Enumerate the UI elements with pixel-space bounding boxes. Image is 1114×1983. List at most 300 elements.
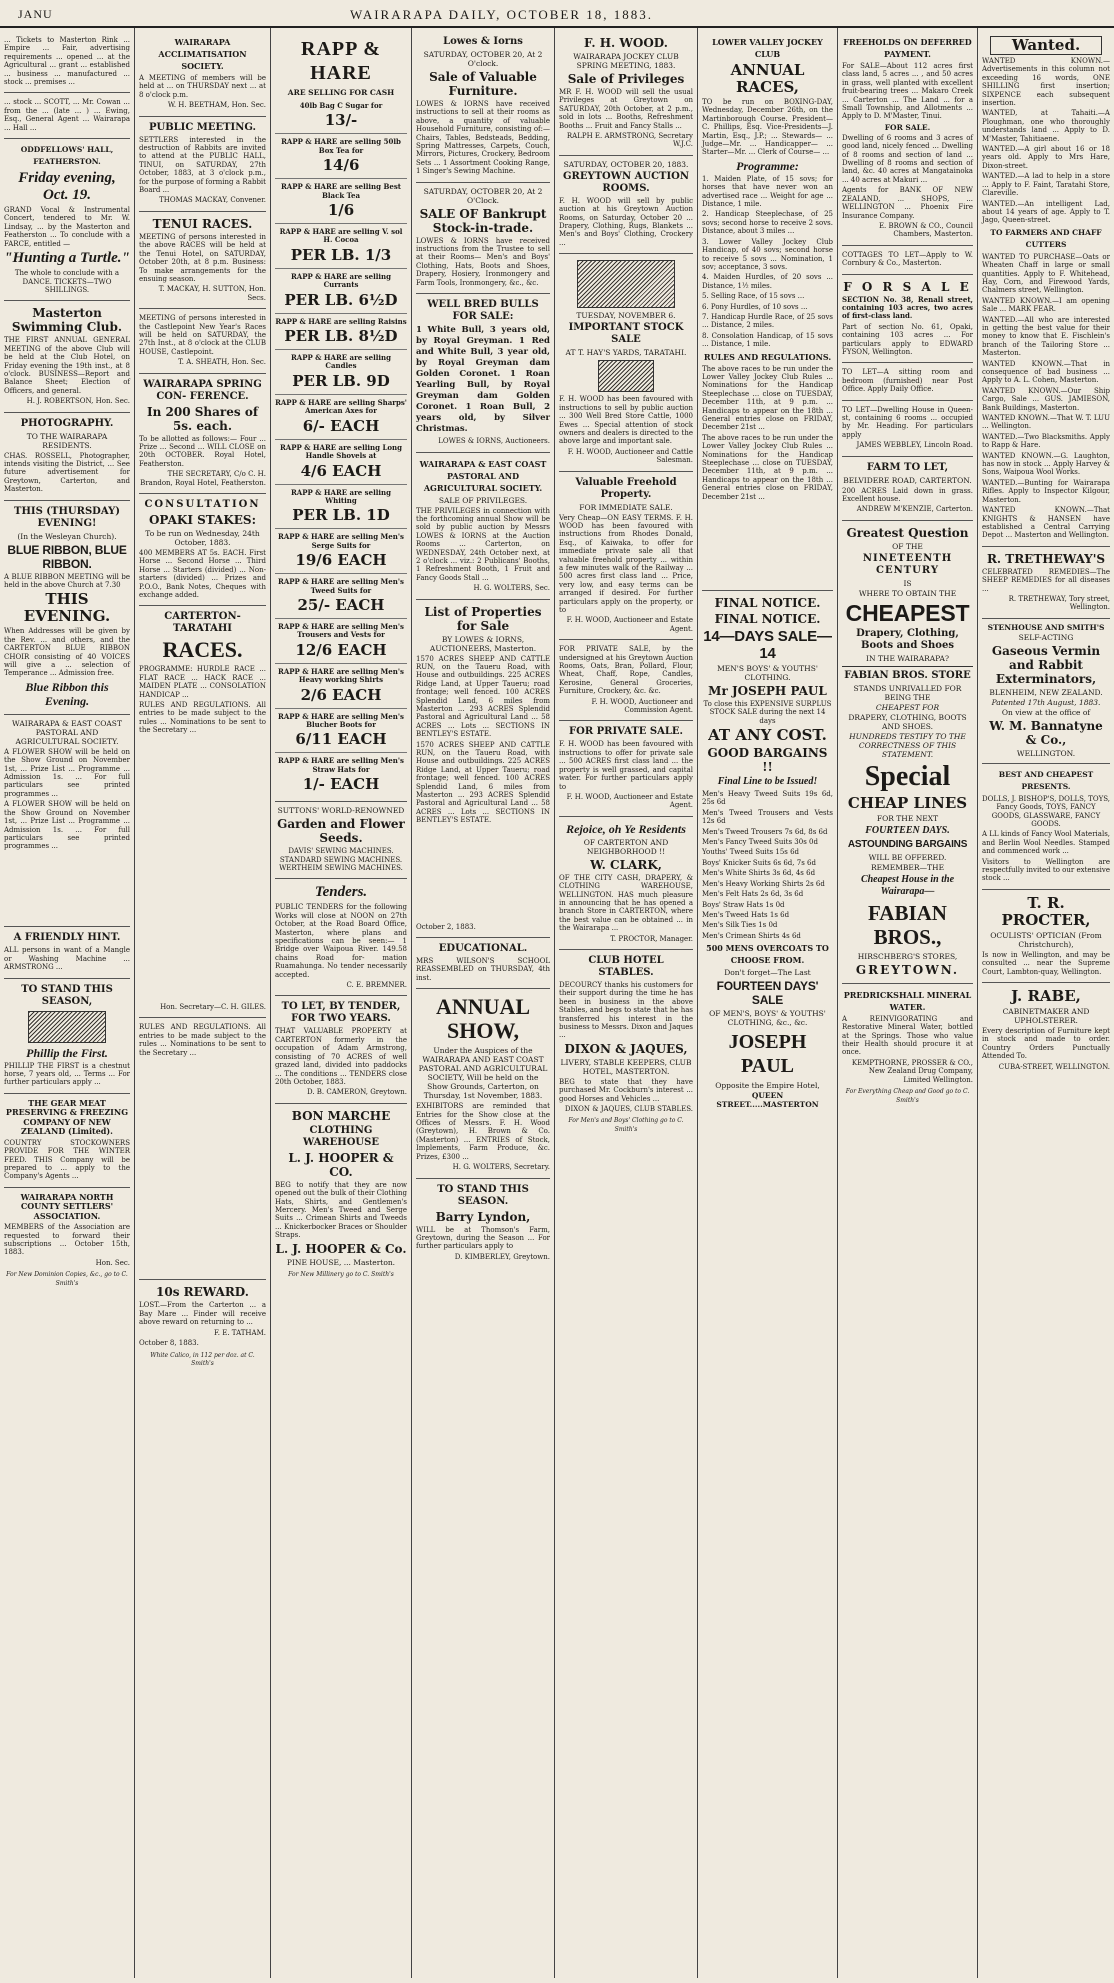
ad-properties [416,600,550,938]
price-line [275,618,407,663]
ad-carterton-races [139,606,266,1018]
race-event: 7. Handicap Hurdle Race, of 25 sovs ... Distance, 2 miles. [702,312,833,330]
ad-body: Very Cheap—ON EASY TERMS. F. H. WOOD has been favoured with instructions from Rhodes Donald, Esq., of Kaiwaka, to offer for immediate private sale all that valuable freehold property ... within a few minutes walk of the Railway ... 500 acres first class land ... Price, very low, and easy terms can be arranged if desired. For further particulars apply on the property, or to [559,513,693,614]
ad-title: Sale of Valuable Furniture. [429,70,537,98]
ad-signature: RALPH E. ARMSTRONG, Secretary W.J.C. [566,132,693,149]
ad-subheading: SELF-ACTING [1018,632,1074,642]
wanted-item: WANTED, at Tahaiti.—A Ploughman, one who thoroughly understands land ... Apply to D. M'Master, Tahitiaene. [982,109,1110,143]
ad-body: BEG to notify that they are now opened out the bulk of their Clothing Hats, Shirts, and Gentlemen's Mercery. Men's Tweed and Serge Suits ... Crimean Shirts and Tweeds ... Knickerbocker Braces or Shoulder Straps. [275,1180,408,1240]
ad-heading: EDUCATIONAL. [438,943,528,955]
ad-body: To be allotted as follows:— Four ... Prize ... Second ... WILL CLOSE on 20th OCTOBER. Royal Hotel, Featherston. [139,434,266,468]
ad-body: MEETING of persons interested in the Castlepoint New Year's Races will be held on SATURDAY, the 27th Inst., at 8 o'clock at the CLUB HOUSE, Castlepoint. [139,314,266,356]
ad-body: Dwelling of 6 rooms and 3 acres of good land, nicely fenced ... Dwelling of 8 rooms and section of land ... Dwelling of 8 rooms and section of land, &c. 40 acres at Mangatainoka ... 40 acres at Makuri ... [842,133,973,184]
ad-subheading: (In the Wesleyan Church). [17,531,117,541]
ad-body: 1 White Bull, 3 years old, by Royal Greyman. 1 Red and White Bull, 3 year old, by Royal Greyman dam Golden Coronet. 1 Roan Yearling Bull, by Royal Greyman dam Golden Coronet. 1 Roan Bull, 2 years old, by Silver Christmas. [416,325,550,435]
ad-heading: Lowes & Iorns [443,36,523,47]
price-line [275,528,407,573]
ad-photography [4,413,130,501]
ad-signature: Hon. Sec. [95,1258,130,1267]
ad-blue-ribbon [4,501,130,715]
ad-title: Special [864,760,951,792]
ad-signature: E. BROWN & CO., Council Chambers, Masterton. [878,221,973,239]
price-line-text: RAPP & HARE are selling Men's Straw Hats for [278,756,404,774]
ad-subheading: Patented 17th August, 1883. [991,697,1101,707]
ad-subheading: WHERE TO OBTAIN THE [858,588,957,598]
column-6 [698,28,838,1978]
ad-body: 1570 ACRES SHEEP AND CATTLE RUN, on the Taueru Road, with House and outbuildings. 225 ACRES Ridge Land, at Upper Taueru; road frontage; well fenced. 100 ACRES Splendid Land, 6 miles from Masterton ... 293 ACRES Splendid Pastoral and Agricultural Land ... 58 ACRES ... Lots ... SECTIONS IN BENTLEY'S ESTATE. [416,654,550,739]
ad-settlers-association [4,1188,130,1292]
ad-title: L. J. HOOPER & Co. [275,1241,407,1256]
ad-body: MEETING of persons interested in the above RACES will be held at the Tenui Hotel, on SATURDAY, October 20th, at 8 p.m. Business: To make arrangements for the ensuing season. [139,232,266,283]
ad-title: ANNUAL SHOW, [435,994,531,1044]
price-line [275,394,407,439]
price-list [275,98,407,797]
ad-fabian-bros [842,521,973,984]
ad-body-filler: A FLOWER SHOW will be held on the Show Ground on November 1st, ... Prize List ... Programme ... Admission 1s. ... For full particulars see printed programmes ... [4,800,130,851]
ad-to-let-house [842,401,973,457]
masthead [0,0,1114,28]
ad-title: FOURTEEN DAYS' SALE [716,979,819,1008]
column-4 [412,28,555,1978]
ad-body: SETTLERS interested in the destruction of Rabbits are invited to attend at the PUBLIC HALL, TINUI, on SATURDAY, 27th October, 1883, at 3 o'clock p.m., for the purpose of forming a Rabbit Board ... [139,135,266,195]
divider [842,666,973,667]
ad-title: Valuable Freehold Property. [575,476,677,500]
ad-body: THE PRIVILEGES in connection with the forthcoming annual Show will be sold by public auction by Messrs LOWES & IORNS at the Auction Rooms ... Carterton, on WEDNESDAY, 24th October next, at 2 o'clock ... viz.: 2 Publicans' Booths, 1 Refreshment Booth, 1 Fruit and Fancy Goods Stall ... [416,506,550,582]
ad-subheading: DRAPERY, CLOTHING, BOOTS AND SHOES. [848,712,967,731]
ad-title: Sale of Privileges [567,72,685,86]
ad-heading: FINAL NOTICE. [714,611,821,626]
ad-to-let-room [842,363,973,400]
ad-private-sale-2 [559,721,693,816]
ad-title: RACES. [162,637,243,663]
ad-title: BLUE RIBBON, BLUE RIBBON. [7,542,127,571]
ad-heading: ODDFELLOWS' HALL, FEATHERSTON. [20,145,114,167]
ad-heading: TO LET, BY TENDER, FOR TWO YEARS. [281,1001,401,1025]
ad-heading: CARTERTON-TARATAHI [164,611,241,635]
price-line [275,708,407,753]
price-line [275,484,407,529]
ad-subheading: Under the Auspices of the WAIRARAPA AND EAST COAST PASTORAL AND AGRICULTURAL SOCIETY, Will be held on the Show Grounds, Carterton, on Thursday, 1st November, 1883. [418,1046,548,1101]
column-footer: For Men's and Boys' Clothing go to C. Smith's [568,1117,684,1133]
ad-concert [4,139,130,301]
ad-auction-rooms [559,156,693,254]
ad-presents [982,764,1110,890]
wanted-item: WANTED KNOWN.—Our Ship Cargo, Sale ... GUS. JAMIESON, Bank Buildings, Masterton. [982,386,1110,412]
wanted-item: WANTED.—Bunting for Wairarapa Rifles. Apply to Inspector Kilgour, Masterton. [982,478,1110,504]
ad-subheading: FOR THE NEXT [876,813,939,823]
ad-body: F. H. WOOD has been favoured with instructions to offer for private sale ... 500 ACRES first class land ... the property is well grassed, and capital water. For further particulars apply to [559,740,693,791]
price-line-price: PER LB. 6½D [284,290,398,309]
ad-body: Is now in Wellington, and may be consulted ... near the Supreme Court, Lambton-quay, Wellington. [982,950,1110,976]
ad-heading: A FRIENDLY HINT. [13,932,121,944]
livestock-illustration [577,260,675,308]
ad-signature: H. J. ROBERTSON, Hon. Sec. [26,397,130,406]
ad-heading: PUBLIC MEETING. [148,121,257,133]
ad-body: CELEBRATED REMEDIES—The SHEEP REMEDIES for all diseases ... [982,567,1110,593]
ad-subheading: CHEAPEST FOR [875,702,940,712]
ad-body: When Addresses will be given by the Rev. ... and others, and the CARTERTON BLUE RIBBON CHOIR consisting of 40 VOICES will give a ... selection of Temperance ... Admission free. [4,627,130,678]
ad-title: T. R. PROCTER, [1001,893,1091,929]
price-line-text: RAPP & HARE are selling Men's Heavy working Shirts [278,666,404,685]
ad-subheading: Don't forget—The Last [724,968,811,978]
ad-heading: F. H. WOOD. [584,36,668,50]
wanted-item: WANTED KNOWN.—That W. T. LUU ... Wellington. [982,414,1110,431]
ad-subheading: ARE SELLING FOR CASH [287,88,395,97]
ad-heading: WAIRARAPA ACCLIMATISATION SOCIETY. [158,37,247,71]
ad-castlepoint-races [139,309,266,373]
wanted-item: WANTED.—Two Blacksmiths. Apply to Rapp & Hare. [982,432,1110,450]
ad-acclimatisation [139,31,266,117]
price-line-text: RAPP & HARE are selling Men's Trousers and Vests for [278,621,404,640]
ad-mineral-water [842,984,973,1109]
ad-subheading: BY LOWES & IORNS, AUCTIONEERS, Masterton. [429,634,537,653]
ad-club-stables [559,950,693,1138]
ad-title: FABIAN BROS., [868,900,947,949]
ad-title: ANNUAL RACES, [730,61,805,96]
ad-meat-company [4,1094,130,1188]
race-event: 6. Pony Hurdles, of 10 sovs ... [702,302,808,311]
ad-body: CHAS. ROSSELL, Photographer, intends visiting the District, ... See future advertisement for Greytown, Carterton, and Masterton. [4,451,130,494]
ad-body: LOST.—From the Carterton ... a Bay Mare ... Finder will receive above reward on returning to ... [139,1301,266,1327]
ad-signature: F. H. WOOD, Auctioneer and Estate Agent. [566,792,693,810]
ad-body-filler: 1570 ACRES SHEEP AND CATTLE RUN, on the Taueru Road, with House and outbuildings. 225 ACRES Ridge Land, at Upper Taueru; road frontage; well fenced. 100 ACRES Splendid Land, 6 miles from Masterton ... 293 ACRES Splendid Pastoral and Agricultural Land ... 58 ACRES ... Lots ... SECTIONS IN BENTLEY'S ESTATE. [416,740,550,825]
ad-body: A LL kinds of Fancy Wool Materials, and Berlin Wool Needles. Stamped and commenced work ... [982,830,1111,856]
ad-signature: F. E. TATHAM. [214,1328,266,1337]
column-footer: For New Millinery go to C. Smith's [288,1270,394,1278]
price-line-price: PER LB. 1D [292,506,390,525]
price-line-price: 6/- EACH [302,416,380,435]
ad-title: Friday evening, Oct. 19. [18,170,116,204]
ad-body: The whole to conclude with a DANCE. TICKETS—TWO SHILLINGS. [14,269,120,294]
price-line [275,439,407,484]
ad-bon-marche [275,1104,407,1283]
price-line-price: 25/- EACH [297,595,385,614]
ad-freeholds [842,31,973,246]
price-line-text: RAPP & HARE are selling Whiting [290,487,392,505]
price-list [702,790,833,940]
ad-heading: NINETEENTH CENTURY [862,552,953,576]
ad-signature: T. A. SHEATH, Hon. Sec. [178,358,266,367]
price-line-text: RAPP & HARE are selling Currants [290,271,392,290]
ad-subheading: OF CARTERTON AND NEIGHBORHOOD !! [583,837,669,856]
ad-address: Opposite the Empire Hotel, [715,1081,820,1091]
price-line-text: RAPP & HARE are selling Men's Blucher Boots for [278,711,404,729]
race-event: 3. Lower Valley Jockey Club Handicap, of 40 sovs; second horse to receive 5 sovs ... Nomination, 1 sov; acceptance, 3 sovs. [702,237,833,271]
price-line-text: RAPP & HARE are selling Men's Serge Suits for [278,532,404,550]
ad-body: EXHIBITORS are reminded that Entries for the Show close at the Offices of Messrs. F. H. Wood (Greytown), H. Brown & Co. (Masterton) ... ENTRIES of Stock, Implements, Farm Produce, &c. Prizes, £300 ... [416,1102,550,1161]
ad-subheading: REMEMBER—THE [870,862,945,872]
price-item: Men's Heavy Working Shirts 2s 6d [702,879,825,888]
column-footer: White Calico, in 112 per doz. at C. Smith's [150,1351,255,1367]
race-event: 4. Maiden Hurdles, of 20 sovs ... Distance, 1½ miles. [702,273,833,290]
ad-title: RAPP & HARE [301,38,381,84]
ad-subheading: PINE HOUSE, ... Masterton. [286,1257,396,1267]
price-line [275,133,407,178]
price-item: Men's Heavy Tweed Suits 19s 6d, 25s 6d [702,790,833,807]
price-line-text: RAPP & HARE are selling Raisins [275,316,407,326]
ad-w-clark [559,817,693,950]
programme-heading: Programme: [736,158,799,173]
ad-subheading: MEN'S BOYS' & YOUTHS' CLOTHING. [717,663,818,682]
ad-body: PROGRAMME: HURDLE RACE ... FLAT RACE ... HACK RACE ... MAIDEN PLATE ... CONSOLATION HANDICAP ... [139,665,266,699]
ad-to-let [275,996,407,1103]
price-line [275,223,407,268]
ad-for-sale-section [842,275,973,364]
ad-signature: F. H. WOOD, Auctioneer and Estate Agent. [566,616,693,633]
ad-spring-conference [139,374,266,494]
price-item: Boys' Straw Hats 1s 0d [702,900,785,909]
ad-annual-show [416,989,550,1178]
price-line [275,98,407,133]
ad-title: CHEAP LINES [847,793,968,812]
ad-swimming-club [4,301,130,412]
ad-subheading: IS [903,578,912,588]
ad-furniture-sale [416,31,550,183]
ad-body: Visitors to Wellington are respectfully invited to our extensive stock ... [982,857,1110,883]
ad-body: Agents for BANK OF NEW ZEALAND, ... SHOPS, ... WELLINGTON ... Phoenix Fire Insurance Company. [842,186,973,220]
ad-heading: FOR PRIVATE SALE. [569,726,683,738]
ad-title: CHEAPEST [845,599,970,626]
rules-heading: RULES AND REGULATIONS. [703,351,832,362]
ad-body: Part of section No. 61, Opaki, containing 103 acres ... For particulars apply to EDWARD FYSON, Wellington. [842,322,973,356]
ad-heading: CLUB HOTEL STABLES. [588,954,664,978]
ad-date: October 8, 1883. [139,1339,199,1348]
ad-heading: WAIRARAPA NORTH COUNTY SETTLERS' ASSOCIATION. [20,1191,114,1221]
ad-body: GRAND Vocal & Instrumental Concert, tendered to Mr. W. Lindsay, ... by the Masterton and Featherston ... To conclude with a FARCE, entitled — [4,206,130,248]
ad-rabe [982,983,1110,1077]
ad-body-filler: RULES AND REGULATIONS. All entries to be made subject to the rules ... Nominations to be sent to the Secretary ... [139,701,266,735]
ad-body: A MEETING of members will be held at ... on THURSDAY next ... at 8 o'clock p.m. [139,74,266,99]
ad-title: AT ANY COST. [708,726,827,745]
ad-body: FOR PRIVATE SALE, by the undersigned at his Greytown Auction Rooms, Oats, Bran, Pollard, Flour, Wheat, Chaff, Rope, Candles, Kerosine, General Groceries, Furniture, Crockery, &c. &c. [559,645,693,696]
ad-heading: LOWER VALLEY JOCKEY CLUB [712,37,823,59]
price-line-text: RAPP & HARE are selling Men's Tweed Suits for [278,577,404,595]
price-line [275,349,407,394]
ad-title: J. RABE, [1011,987,1081,1006]
ad-title: R. TRETHEWAY'S [986,551,1106,566]
price-line-text: RAPP & HARE are selling V. sol H. Cocoa [279,227,403,245]
ad-signature: CUBA-STREET, WELLINGTON. [998,1062,1110,1071]
ad-private-sale [559,640,693,721]
wanted-item: WANTED.—A girl about 16 or 18 years old. Apply to Mrs Hare, Dixon-street. [982,145,1110,170]
ad-title: CLOTHING WAREHOUSE [302,1124,379,1148]
race-programme [702,175,833,349]
ad-body: ... Tickets to Masterton Rink ... Empire ... Fair, advertising requirements ... opened ... at the Agricultural ... grant ... established ... business ... manufactured ... stock ... premises ... [4,36,130,87]
ad-body: WILL be at Thomson's Farm, Greytown, during the Season ... For further particulars apply to [416,1225,550,1251]
price-line [275,268,407,313]
price-item: Men's Tweed Trousers 7s 6d, 8s 6d [702,827,828,836]
ad-signature: THOMAS MACKAY, Convener. [159,196,266,205]
ad-heading: BEST AND CHEAPEST PRESENTS. [998,769,1094,791]
ad-heading: FREEHOLDS ON DEFERRED PAYMENT. [843,37,972,59]
ad-title: Rejoice, oh Ye Residents [566,821,686,836]
ad-lower-valley-races [702,31,833,591]
ad-body: TO be run on BOXING-DAY, Wednesday, December 26th, on the Martinborough Course. President—C. Phillips, Esq. Vice-Presidents—J. Martin, Esq., J.P.; ... Stewards— ... Judge—Mr. ... Handicapper— ... Starter—Mr. ... Clerk of Course— ... [702,98,833,157]
ad-subheading: On view at the office of [1001,707,1091,717]
race-event: 5. Selling Race, of 15 sovs ... [702,292,805,301]
horse-illustration [28,1011,106,1043]
ad-title: Tenders. [314,884,368,901]
ad-seeds [275,802,407,879]
ad-body: DOLLS, J. BISHOP'S, DOLLS, TOYS, Fancy Goods, TOYS, FANCY GOODS, GLASSWARE, FANCY GOODS. [982,794,1110,828]
ad-heading: W. CLARK, [590,857,662,872]
price-line-text: RAPP & HARE are selling Candles [290,353,392,371]
ad-subheading: OF MEN'S, BOYS' & YOUTHS' CLOTHING, &c., &c. [709,1009,826,1028]
ad-signature: D. KIMBERLEY, Greytown. [454,1252,550,1261]
ad-title: Greatest Question [846,525,969,540]
price-line-text: RAPP & HARE are selling Sharps' American Axes for [275,397,407,416]
ad-body: TO LET—Dwelling House in Queen-st, containing 6 rooms ... occupied by Mr. Heading. For particulars apply [842,405,973,439]
ad-title: W. M. Bannatyne & Co., [989,718,1103,747]
ad-subheading: SUTTONS' WORLD-RENOWNED [277,806,405,816]
price-line-price: PER LB. 8½D [284,327,398,346]
ad-body: A REINVIGORATING and Restorative Mineral Water, bottled at the Springs. Those who value their Health should procure it at once. [842,1014,973,1057]
ad-reward [139,1280,266,1372]
ad-heading: F O R S A L E [843,279,972,294]
ad-signature: DIXON & JAQUES, CLUB STABLES. [564,1105,693,1114]
ad-public-meeting [139,117,266,212]
ad-heading: 10s REWARD. [156,1285,249,1300]
ad-body: TO LET—A sitting room and bedroom (furnished) near Post Office. Apply Daily Office. [842,368,973,394]
price-line [275,752,407,797]
ad-stock-sale [559,254,693,471]
ad-heading: WAIRARAPA & EAST COAST PASTORAL AND AGRICULTURAL SOCIETY. [419,458,547,493]
ad-subheading: SATURDAY, OCTOBER 20, 1883. [563,159,689,169]
ad-body: LOWES & IORNS have received instructions from the Trustee to sell at their Rooms— Men's and Boys' Clothing, Hats, Boots and Shoes, Drapery, Hosiery, Ironmongery and Farm Tools, Ironmongery, &c., &c. [416,236,550,287]
price-line [275,313,407,349]
ad-title: OPAKI STAKES: [148,513,257,527]
ad-farm-to-let [842,457,973,521]
ad-body: A FLOWER SHOW will be held on the Show Ground on November 1st, ... Prize List ... Programme ... Admission 1s. ... For full particulars see printed programmes ... [4,747,130,798]
ad-body: F. H. WOOD has been favoured with instructions to sell by public auction ... 300 Well Bred Store Cattle, 1000 Ewes ... Special attention of stock owners and dealers is directed to the above large and important sale. [559,395,693,446]
price-line-text: 40lb Bag C Sugar for [299,101,383,110]
ad-body: DECOURCY thanks his customers for their support during the time he has been in business in the above Stables, and begs to state that he has transferred his interest in the business to Messrs. Dixon and Jaques ... [559,980,693,1040]
ad-signature: ANDREW M'KENZIE, Carterton. [856,505,973,514]
ad-heading: BON MARCHE [291,1108,391,1123]
ad-subheading: SALE OF PRIVILEGES. [438,495,528,505]
ad-title: Phillip the First. [26,1045,108,1060]
ad-title: SALE OF Bankrupt Stock-in-trade. [419,206,547,235]
ad-subheading: STENHOUSE AND SMITH'S [987,622,1105,632]
ad-heading: FABIAN BROS. STORE [844,669,971,681]
ad-title: Masterton Swimming Club. [11,306,123,335]
ad-heading: PHOTOGRAPHY. [20,417,114,429]
ad-heading: WAIRARAPA SPRING CON- FERENCE. [143,378,262,402]
price-item: Boys' Knicker Suits 6s 6d, 7s 6d [702,858,816,867]
wanted-item: WANTED KNOWN.—That in consequence of bad business ... Apply to A. L. Cohen, Masterton. [982,359,1110,385]
ad-heading: List of Properties for Sale [424,604,542,633]
ad-procter [982,890,1110,983]
ad-heading: TO STAND THIS SEASON, [21,983,113,1007]
ad-title: GREYTOWN AUCTION ROOMS. [562,170,690,194]
ad-bankrupt-stock [416,183,550,294]
ad-title: Final Line to be Issued! [717,776,818,788]
price-line-price: 6/11 EACH [295,730,387,749]
column-footer: For Everything Cheap and Good go to C. Smith's [845,1088,970,1104]
ad-heading: GREYTOWN. [855,962,960,977]
ad-signature: T. PROCTOR, Manager. [610,934,693,943]
price-line-price: 4/6 EACH [300,461,382,480]
masthead-title: WAIRARAPA DAILY, OCTOBER 18, 1883. [350,7,654,22]
ad-flower-show [4,715,130,927]
wanted-item: WANTED.—A lad to help in a store ... Apply to F. Faint, Taratahi Store, Clareville. [982,172,1110,198]
ad-heading: THE GEAR MEAT PRESERVING & FREEZING COMPANY OF NEW ZEALAND (Limited). [5,1097,129,1137]
ad-address: QUEEN STREET.....MASTERTON [716,1091,819,1110]
ad-stock [4,93,130,139]
ad-title: 14—DAYS SALE—14 [703,627,832,662]
ad-body: THE FIRST ANNUAL GENERAL MEETING of the above Club will be held at the Club Hotel, on Friday evening the 19th inst., at 8 o'clock. BUSINESS—Report and Balance Sheet; Election of Officers, and general. [4,336,130,395]
ad-subheading: HIRSCHBERG'S STORES, [857,951,958,961]
ad-body: ALL persons in want of a Mangle or Washing Machine ... ARMSTRONG ... [4,946,130,972]
ad-subheading: WAIRARAPA JOCKEY CLUB SPRING MEETING, 1883. [573,52,679,70]
price-item: Men's Crimean Shirts 4s 6d [702,931,801,940]
ad-body: ... stock ... SCOTT, ... Mr. Cowan ... from the ... (late ... ) ... Ewing, Esq., General Agent ... Wairarapa ... Hall ... [4,98,130,132]
ad-subheading: HUNDREDS TESTIFY TO THE CORRECTNESS OF THIS STATEMENT. [849,731,966,759]
ad-body: MR F. H. WOOD will sell the usual Privileges at Greytown on SATURDAY, 20th October, at 2 p.m., sold in lots ... Booths, Refreshment Booths ... Fruit and Fancy Stalls ... [559,88,693,130]
ad-heading: TO STAND THIS SEASON. [437,1183,529,1207]
ad-subheading: CABINETMAKER AND UPHOLSTERER. [1002,1007,1090,1026]
ad-body: MEMBERS of the Association are requested to forward their subscriptions ... October 15th, 1883. [4,1223,130,1257]
ad-subheading: FOR IMMEDIATE SALE. [579,502,673,512]
column-2 [135,28,271,1978]
ad-subheading: TUESDAY, NOVEMBER 6. [576,311,676,321]
ad-date: October 2, 1883. [416,922,476,931]
ad-subheading: WELLINGTON. [1016,748,1076,758]
race-event: 1. Maiden Plate, of 15 sovs; for horses that have never won an advertised race ... Weight for age ... Distance, 1 mile. [702,174,833,209]
ad-joseph-paul [702,591,833,1114]
ad-title: THIS EVENING. [23,590,111,626]
price-line-price: 1/- EACH [302,775,380,794]
ad-heading: CONSULTATION [144,499,261,510]
ad-signature: H. G. WOLTERS, Sec. [473,584,550,593]
ad-body: A BLUE RIBBON MEETING will be held in the above Church at 7.30 [4,572,130,589]
ad-title: "Hunting a Turtle." [4,250,130,267]
ad-signature: C. E. BREMNER. [346,981,407,990]
ad-title: In 200 Shares of 5s. each. [147,404,258,433]
ad-subheading: AT T. HAY'S YARDS, TARATAHI. [565,348,687,358]
ad-body: COUNTRY STOCKOWNERS PROVIDE FOR THE WINTER FEED. THIS Company will be prepared to ... apply to the Company's Agents ... [4,1138,130,1181]
price-line-price: PER LB. 9D [292,371,390,390]
column-8 [978,28,1114,1978]
ad-subheading: WAIRARAPA & EAST COAST PASTORAL AND AGRICULTURAL SOCIETY. [12,718,122,746]
ad-body: BEG to state that they have purchased Mr. Cockburn's interest ... good Horses and Vehicles ... [559,1077,693,1103]
ad-body: RULES AND REGULATIONS. All entries to be made subject to the rules ... Nominations to be sent to the Secretary ... [139,1023,266,1057]
ad-signature: Hon. Secretary—C. H. GILES. [160,1003,266,1012]
price-item: Youths' Tweed Suits 15s 6d [702,848,800,857]
ad-privileges [416,453,550,600]
ad-heading: FARM TO LET, [866,461,949,473]
wanted-item: WANTED KNOWN.—I am opening Sale ... MARK FEAR. [982,296,1110,314]
ad-body: 200 ACRES Laid down in grass. Excellent house. [842,486,973,504]
ad-heading: TO FARMERS AND CHAFF CUTTERS [990,227,1102,249]
ad-signature: JAMES WEBBLEY, Lincoln Road. [856,441,973,450]
ad-phillip-stallion [4,979,130,1094]
ad-subheading: SATURDAY, OCTOBER 20, At 2 O'clock. [423,50,543,68]
price-line-price: 19/6 EACH [295,551,387,570]
ad-signature: LOWES & IORNS, Auctioneers. [438,437,550,446]
ad-subheading: WILL BE OFFERED. [868,852,947,862]
ad-signature: R. TRETHEWAY, Tory street, Wellington. [1008,594,1110,612]
ad-subheading: FOR SALE. [884,122,931,132]
ad-heading: Drapery, Clothing, Boots and Shoes [856,627,959,651]
ad-rules [139,1018,266,1280]
section-heading: Wanted. [990,36,1102,55]
ad-subheading: OCULISTS' OPTICIAN (From Christchurch), [990,930,1102,949]
ad-opaki-stakes [139,494,266,606]
ad-title: Gaseous Vermin and Rabbit Exterminators, [991,643,1101,686]
ad-subheading: LIVERY, STABLE KEEPERS, CLUB HOTEL, MASTERTON. [560,1057,692,1076]
ad-heading: TENUI RACES. [152,216,253,231]
